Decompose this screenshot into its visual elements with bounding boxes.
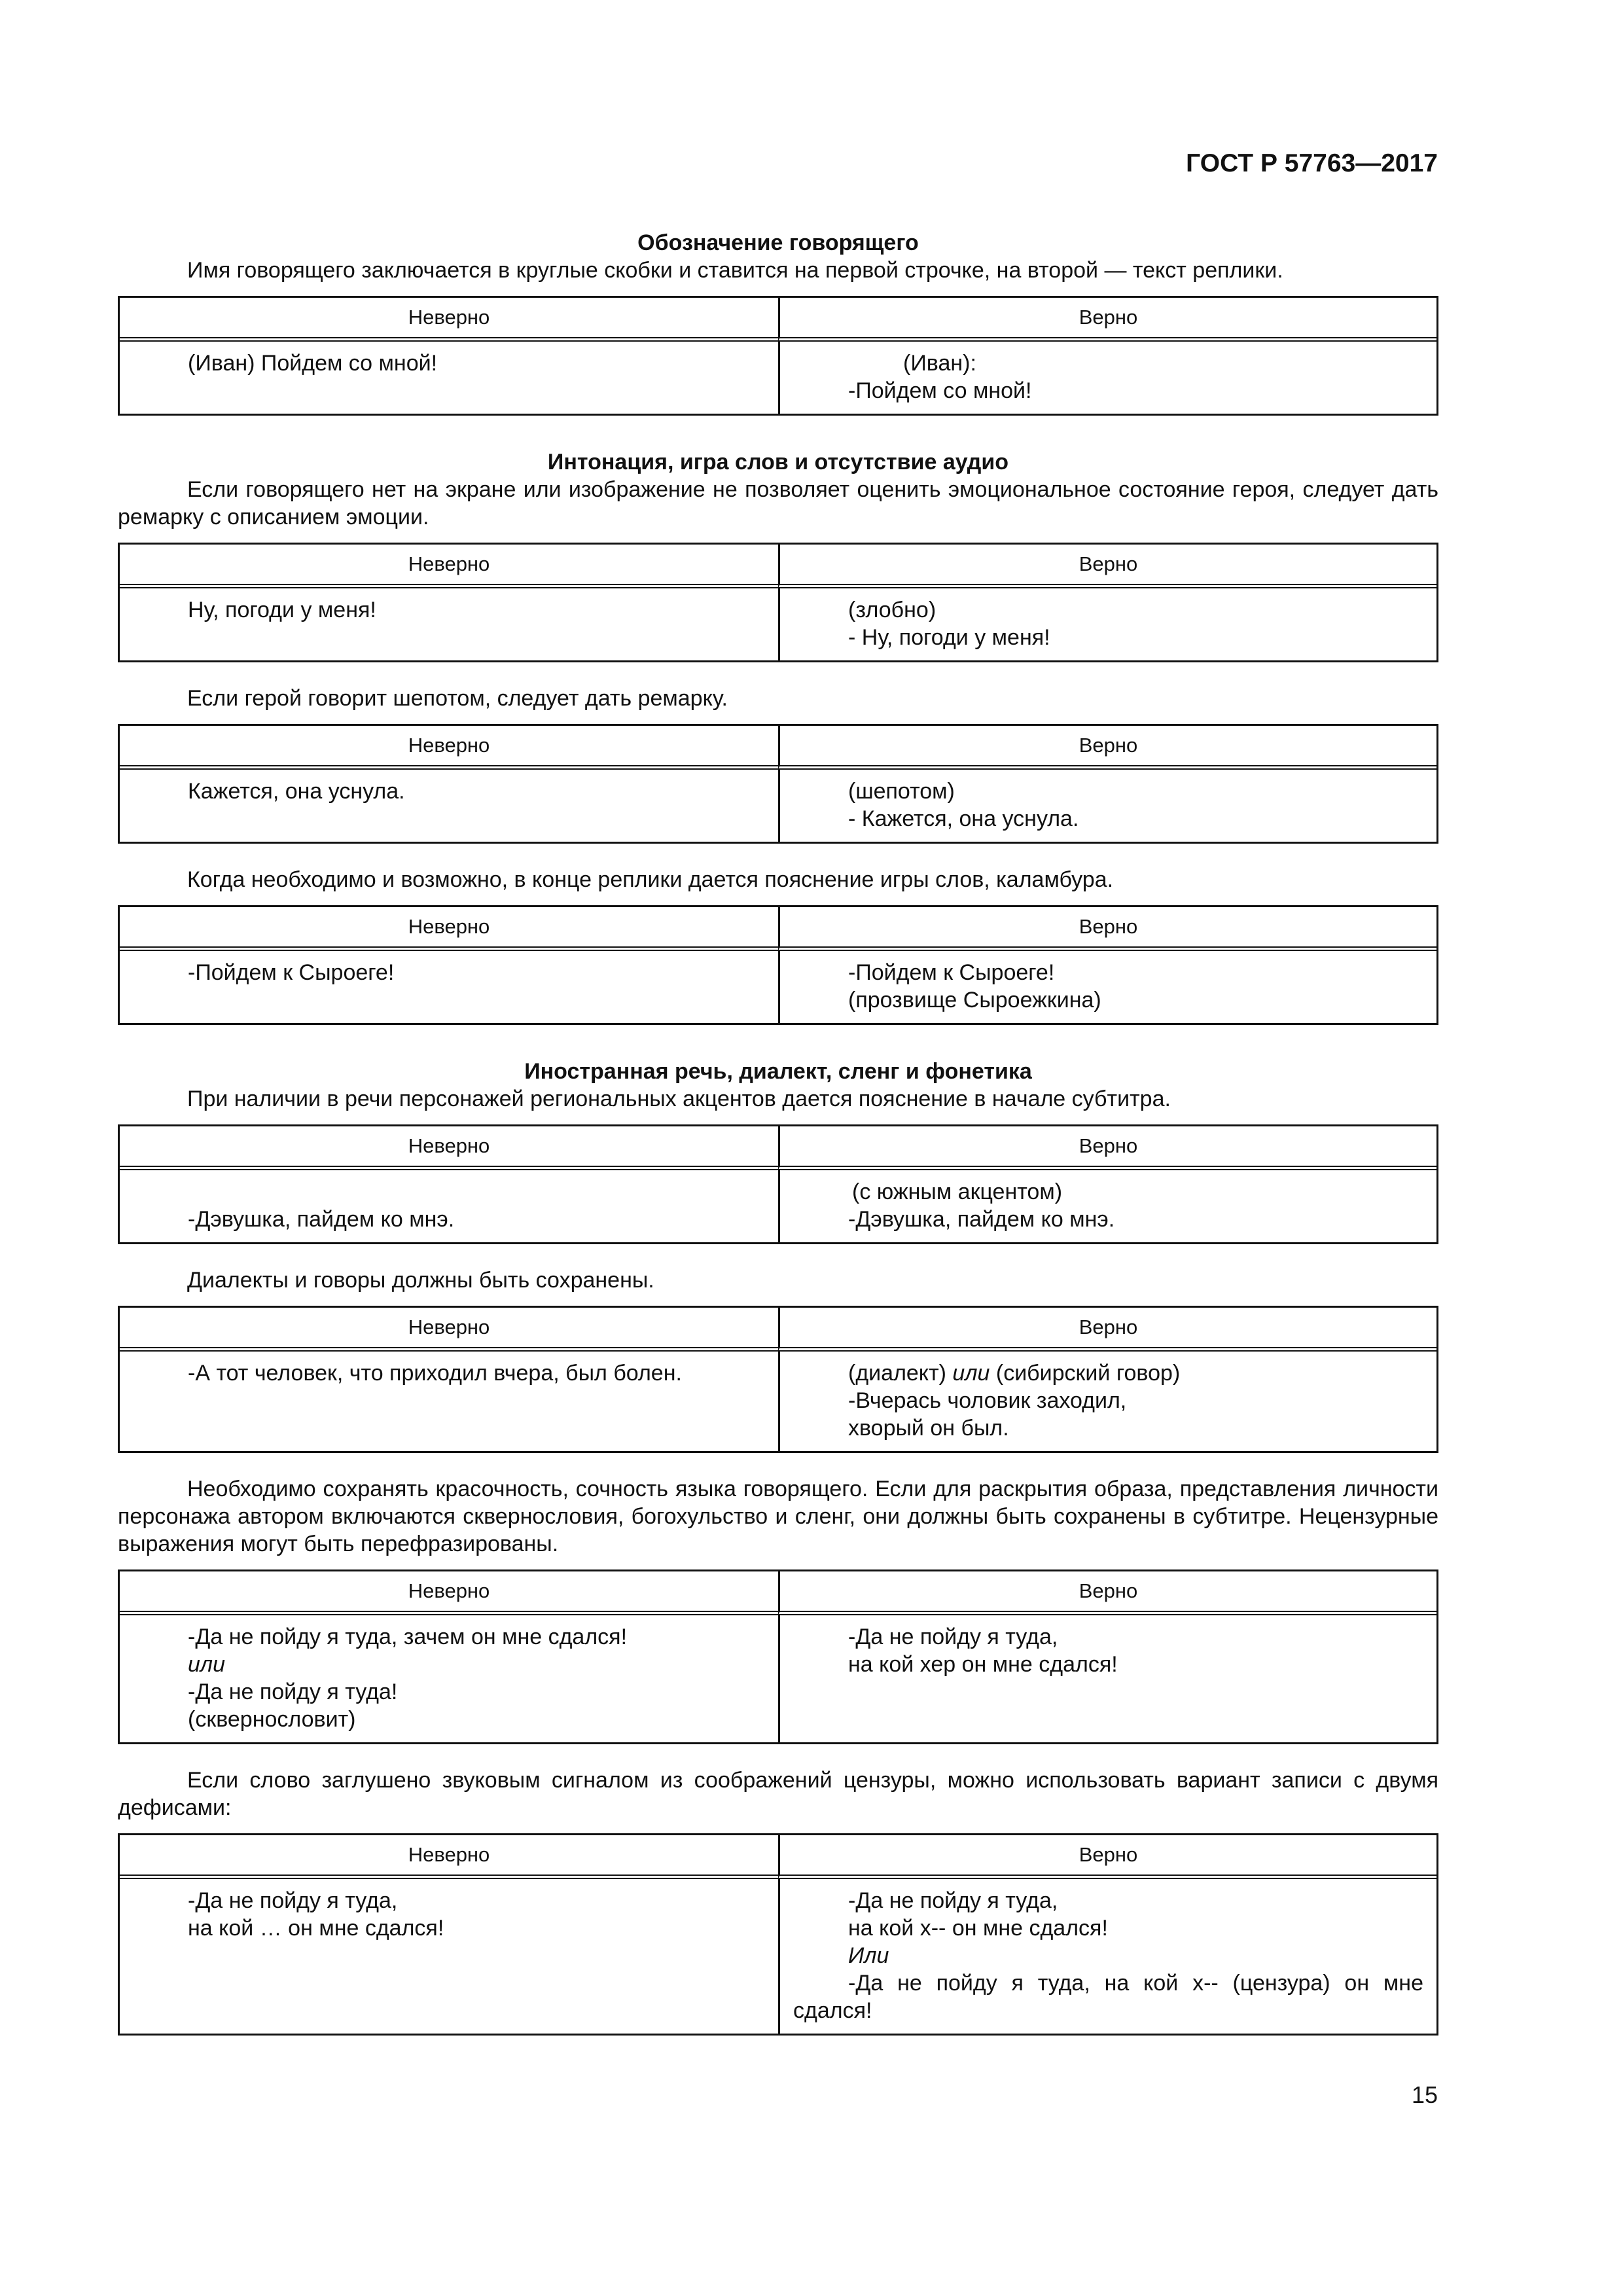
paragraph: Когда необходимо и возможно, в конце реплики дается пояснение игры слов, каламбура. (187, 867, 1114, 892)
cell-line: (сквернословит) (188, 1707, 356, 1732)
cell-line: на кой … он мне сдался! (188, 1916, 444, 1941)
cell-line: (шепотом) (848, 779, 955, 804)
cell-wrong (120, 588, 778, 660)
cell-line: на кой х-- он мне сдался! (848, 1916, 1108, 1941)
document-id: ГОСТ Р 57763—2017 (1186, 149, 1438, 177)
column-header-right: Верно (778, 545, 1436, 588)
cell-line: -Дэвушка, пайдем ко мнэ. (848, 1207, 1115, 1232)
column-header-wrong: Неверно (120, 298, 778, 342)
cell-line: (с южным акцентом) (852, 1179, 1063, 1204)
column-header-right: Верно (778, 1835, 1436, 1879)
cell-wrong (120, 770, 778, 842)
column-header-wrong: Неверно (120, 726, 778, 770)
column-header-right: Верно (778, 726, 1436, 770)
paragraph: Имя говорящего заключается в круглые скобки и ставится на первой строчке, на второй — текст реплики. (187, 258, 1283, 283)
column-header-right: Верно (778, 1571, 1436, 1615)
cell-wrong (120, 951, 778, 1023)
paragraph: Необходимо сохранять красочность, сочность языка говорящего. Если для раскрытия образа, представления личности персонажа автором включаются сквернословия, богохульство и сленг, они должны быть сохранены в субтитре. Нецензурные выражения могут быть перефразированы. (118, 1477, 1438, 1556)
paragraph: Если герой говорит шепотом, следует дать ремарку. (187, 686, 728, 711)
cell-wrong (120, 342, 778, 414)
cell-line: -Да не пойду я туда, зачем он мне сдался! (188, 1624, 628, 1649)
cell-line: -Да не пойду я туда, (848, 1888, 1058, 1913)
cell-wrong (120, 1352, 778, 1451)
section-heading: Интонация, игра слов и отсутствие аудио (547, 450, 1009, 475)
cell-line: -Пойдем со мной! (848, 378, 1032, 403)
cell-line: сдался! (793, 1998, 872, 2023)
column-header-right: Верно (778, 907, 1436, 951)
cell-line: -Вчерась чоловик заходил, (848, 1388, 1127, 1413)
cell-right (778, 1615, 1436, 1742)
column-header-wrong: Неверно (120, 1126, 778, 1170)
cell-line: -Да не пойду я туда, (848, 1624, 1058, 1649)
example-table (118, 905, 1438, 1025)
cell-right (778, 342, 1436, 414)
example-table (118, 1833, 1438, 2036)
column-header-wrong: Неверно (120, 545, 778, 588)
cell-right (778, 1170, 1436, 1242)
cell-line: -Пойдем к Сыроеге! (188, 960, 395, 985)
cell-line: -А тот человек, что приходил вчера, был болен. (188, 1361, 682, 1386)
section-heading: Обозначение говорящего (637, 230, 919, 255)
cell-line: Или (848, 1943, 889, 1968)
cell-line: -Пойдем к Сыроеге! (848, 960, 1055, 985)
cell-right (778, 951, 1436, 1023)
example-table (118, 1306, 1438, 1453)
paragraph: Если говорящего нет на экране или изображение не позволяет оценить эмоциональное состояние героя, следует дать ремарку с описанием эмоции. (118, 477, 1438, 529)
paragraph: Диалекты и говоры должны быть сохранены. (187, 1268, 654, 1293)
cell-line: -Да не пойду я туда, на кой х-- (цензура) он мне (848, 1971, 1423, 1996)
column-header-wrong: Неверно (120, 1835, 778, 1879)
column-header-right: Верно (778, 298, 1436, 342)
cell-line: (злобно) (848, 598, 936, 622)
section-heading: Иностранная речь, диалект, сленг и фонетика (524, 1059, 1032, 1084)
example-table (118, 724, 1438, 844)
cell-line: (прозвище Сыроежкина) (848, 988, 1101, 1013)
cell-right (778, 1879, 1436, 2034)
cell-wrong (120, 1615, 778, 1742)
cell-right (778, 588, 1436, 660)
cell-line: Кажется, она уснула. (188, 779, 405, 804)
cell-line: (Иван): (903, 351, 976, 376)
example-table (118, 296, 1438, 416)
column-header-wrong: Неверно (120, 907, 778, 951)
cell-line: -Да не пойду я туда! (188, 1679, 398, 1704)
paragraph: Если слово заглушено звуковым сигналом из соображений цензуры, можно использовать вариант записи с двумя дефисами: (118, 1768, 1438, 1820)
cell-right (778, 1352, 1436, 1451)
page-number: 15 (1411, 2081, 1438, 2108)
column-header-right: Верно (778, 1126, 1436, 1170)
cell-line: - Кажется, она уснула. (848, 806, 1079, 831)
example-table (118, 1124, 1438, 1244)
cell-line: (Иван) Пойдем со мной! (188, 351, 438, 376)
cell-line: (диалект) или (сибирский говор) (848, 1361, 1181, 1386)
cell-line: Ну, погоди у меня! (188, 598, 376, 622)
cell-wrong (120, 1170, 778, 1242)
column-header-right: Верно (778, 1308, 1436, 1352)
column-header-wrong: Неверно (120, 1571, 778, 1615)
paragraph: При наличии в речи персонажей региональных акцентов дается пояснение в начале субтитра. (187, 1086, 1171, 1111)
cell-right (778, 770, 1436, 842)
cell-line: -Дэвушка, пайдем ко мнэ. (188, 1207, 455, 1232)
cell-line: - Ну, погоди у меня! (848, 625, 1050, 650)
example-table (118, 543, 1438, 662)
cell-line: -Да не пойду я туда, (188, 1888, 398, 1913)
cell-line: или (188, 1652, 225, 1677)
example-table (118, 1570, 1438, 1744)
cell-line: хворый он был. (848, 1416, 1009, 1441)
cell-wrong (120, 1879, 778, 2034)
column-header-wrong: Неверно (120, 1308, 778, 1352)
cell-line: на кой хер он мне сдался! (848, 1652, 1118, 1677)
page-content (118, 229, 1438, 2036)
